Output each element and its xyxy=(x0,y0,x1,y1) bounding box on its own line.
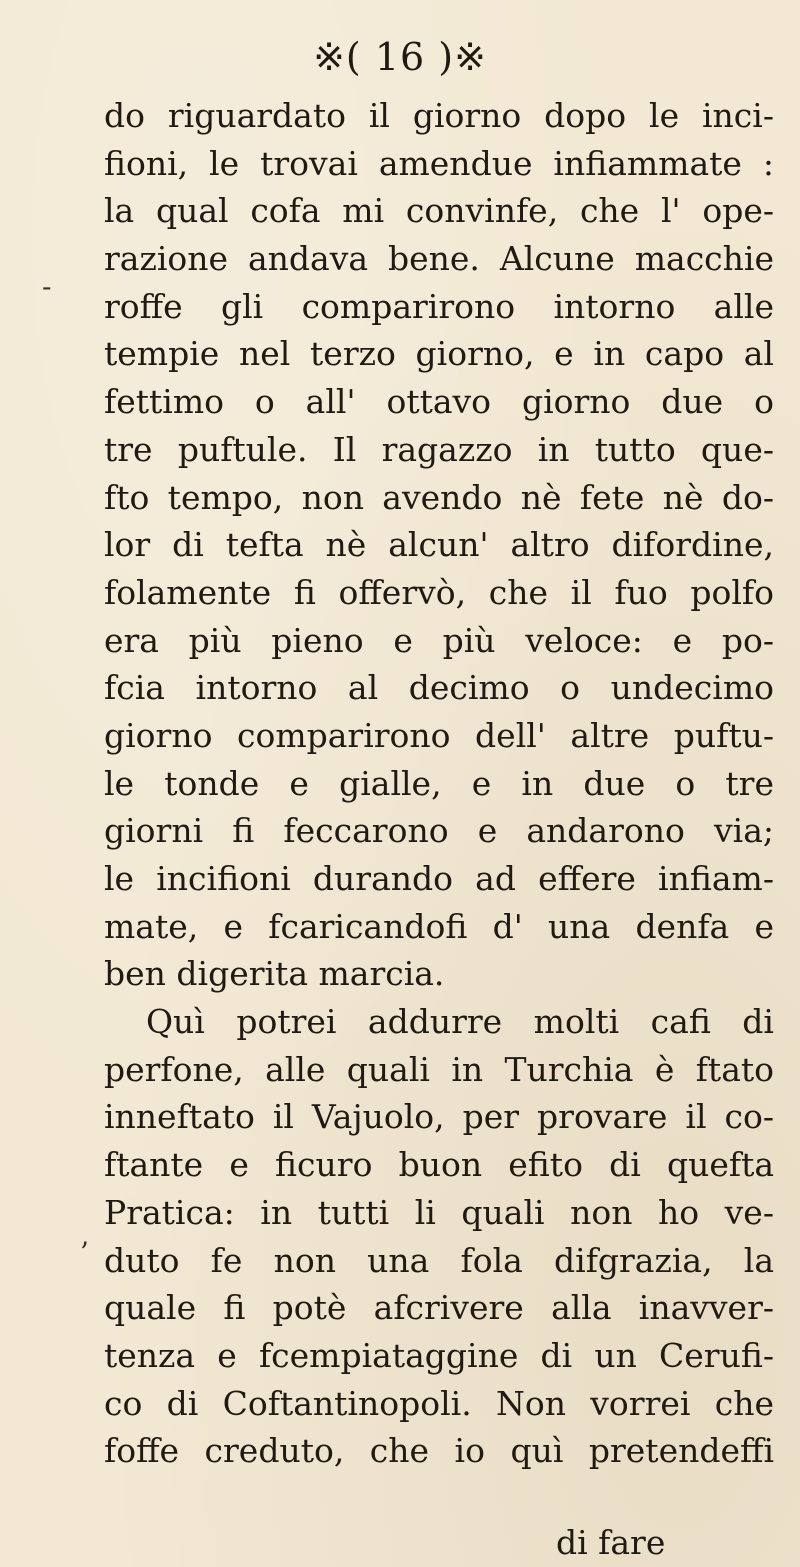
text-line-paragraph-end: ben digerita marcia. xyxy=(104,954,445,994)
text-line: foffe creduto, che io quì pretendeffi xyxy=(104,1431,774,1471)
page-text xyxy=(104,92,774,1475)
margin-ink-mark: ’ xyxy=(80,1236,89,1269)
text-line: fioni, le trovai amendue infiammate : xyxy=(104,143,774,183)
catchword: di fare xyxy=(556,1523,666,1562)
text-line: duto fe non una fola difgrazia, la xyxy=(104,1240,774,1280)
text-line: fettimo o all' ottavo giorno due o xyxy=(104,382,774,422)
text-line: folamente fi offervò, che il fuo polfo xyxy=(104,572,774,612)
text-line: perfone, alle quali in Turchia è ftato xyxy=(104,1049,774,1089)
text-line: tenza e fcempiataggine di un Cerufi- xyxy=(104,1335,774,1375)
text-line: era più pieno e più veloce: e po- xyxy=(104,620,774,660)
text-line: giorni fi feccarono e andarono via; xyxy=(104,811,774,851)
text-line-paragraph-start: Quì potrei addurre molti cafi di xyxy=(146,1002,774,1042)
text-line: tre puftule. Il ragazzo in tutto que- xyxy=(104,429,774,469)
text-line: la qual cofa mi convinfe, che l' ope- xyxy=(104,191,774,231)
text-line: co di Coftantinopoli. Non vorrei che xyxy=(104,1383,774,1423)
text-line: fcia intorno al decimo o undecimo xyxy=(104,668,774,708)
text-line: le tonde e gialle, e in due o tre xyxy=(104,763,774,803)
text-line: le incifioni durando ad effere infiam- xyxy=(104,859,774,898)
text-line: giorno comparirono dell' altre puftu- xyxy=(104,715,774,755)
text-line: lor di tefta nè alcun' altro difordine, xyxy=(104,525,774,565)
page-number-header: ※( 16 )※ xyxy=(313,35,487,79)
text-line: fto tempo, non avendo nè fete nè do- xyxy=(104,477,774,517)
text-line: mate, e fcaricandofi d' una denfa e xyxy=(104,906,774,946)
text-line: quale fi potè afcrivere alla inavver- xyxy=(104,1288,774,1328)
text-line: ftante e ficuro buon efito di quefta xyxy=(104,1145,774,1185)
text-line: do riguardato il giorno dopo le inci- xyxy=(104,96,774,135)
margin-dash-mark: - xyxy=(42,270,52,303)
text-line: roffe gli comparirono intorno alle xyxy=(104,286,774,326)
text-line: Pratica: in tutti li quali non ho ve- xyxy=(104,1192,774,1232)
text-line: inneftato il Vajuolo, per provare il co- xyxy=(104,1097,774,1137)
text-line: tempie nel terzo giorno, e in capo al xyxy=(104,334,774,374)
text-line: razione andava bene. Alcune macchie xyxy=(104,239,774,279)
